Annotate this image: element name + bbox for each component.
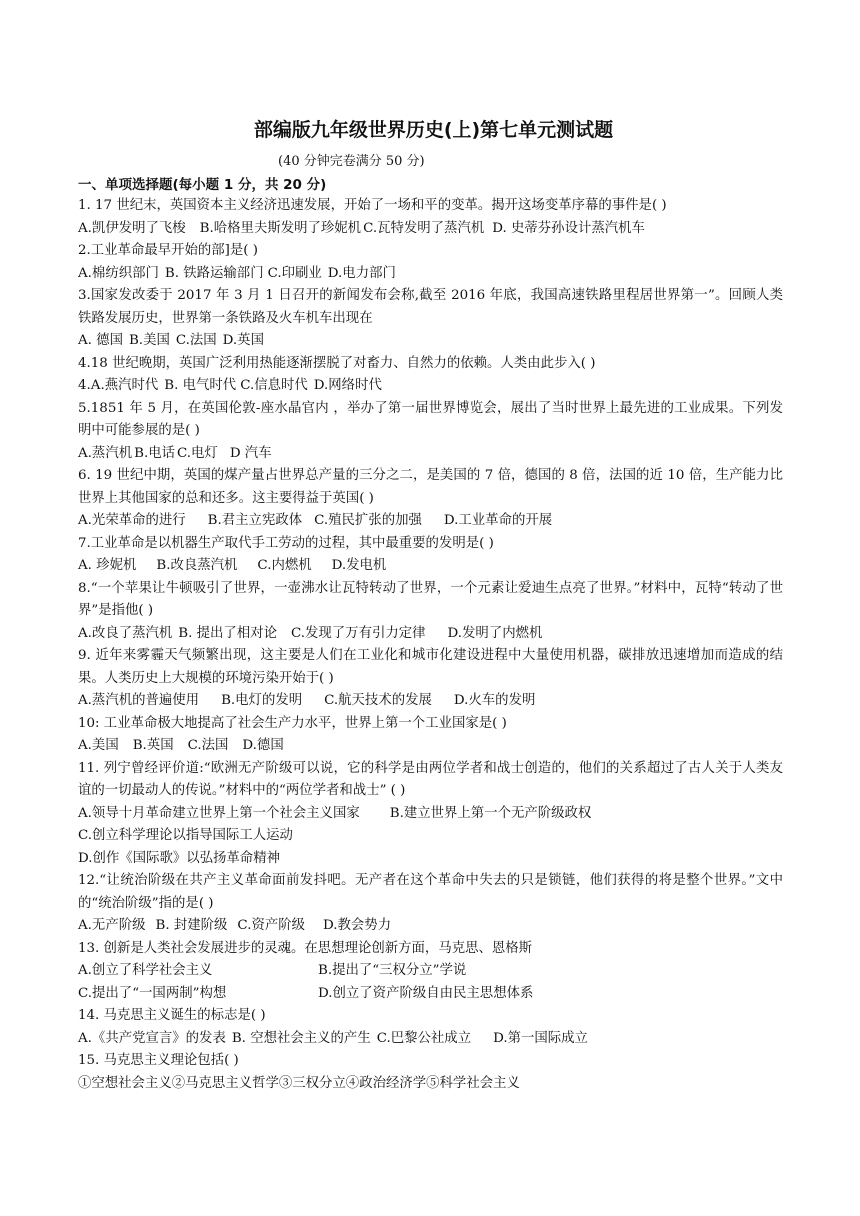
question-7-stem: 7.工业革命是以机器生产取代手工劳动的过程，其中最重要的发明是( ) [78,535,494,551]
question-12-stem: 12.“让统治阶级在共产主义革命面前发抖吧。无产者在这个革命中失去的只是锁链，他们获得的将是整个世界。”文中的“统治阶级”指的是( ) [78,873,783,911]
question-15-stem: 15. 马克思主义理论包括( ) [78,1053,239,1068]
option: A.蒸汽机的普遍使用 [78,693,200,708]
option: B.改良蒸汽机 [156,558,238,573]
option: A.凯伊发明了飞梭 [78,220,186,236]
section-heading: 一、单项选择题(每小题 1 分，共 20 分) [78,177,327,193]
question-13-options-row-1 [78,960,783,983]
page-title: 部编版九年级世界历史(上)第七单元测试题 [253,119,614,141]
option: A.创立了科学社会主义 [78,963,213,978]
question-8-stem: 8.“一个苹果让牛顿吸引了世界，一壶沸水让瓦特转动了世界，一个元素让爱迪生点亮了世界。”材料中，瓦特“转动了世界”是指他( ) [78,580,783,618]
option: A.棉纺织部门 [78,265,159,281]
option: C.巴黎公社成立 [376,1030,472,1046]
question-6-options [78,510,783,533]
option: D.网络时代 [313,378,382,393]
option: B. 铁路运输部门 [164,265,264,281]
question-11-stem: 11. 列宁曾经评价道:“欧洲无产阶级可以说，它的科学是由两位学者和战士创造的，他们的关系超过了古人关于人类友谊的一切最动人的传说。”材料中的“两位学者和战士” ( ) [78,760,783,798]
question-7-options [78,555,783,578]
question-13-options-row-2 [78,983,783,1006]
question-2-options [78,263,783,286]
option: A. 珍妮机 [78,558,137,573]
question-6-stem: 6. 19 世纪中期，英国的煤产量占世界总产量的三分之二，是美国的 7 倍，德国的 8 倍，法国的近 10 倍，生产能力比世界上其他国家的总和还多。这主要得益于英国( ) [78,468,783,506]
question-11-options-row-1 [78,803,783,826]
option: B.英国 [132,738,174,753]
option: B. 电气时代 [164,378,237,393]
question-8-options [78,623,783,646]
option: D.教会势力 [323,918,392,933]
question-4-stem: 4.18 世纪晚期，英国广泛利用热能逐渐摆脱了对畜力、自然力的依赖。人类由此步入( ) [78,355,596,371]
option: D.工业革命的开展 [443,513,553,528]
question-4-options [78,375,783,398]
question-1-options [78,218,783,241]
option: B.电灯的发明 [221,693,303,708]
question-1-stem: 1. 17 世纪末，英国资本主义经济迅速发展，开始了一场和平的变革。揭开这场变革序幕的事件是( ) [78,198,667,213]
option: D.发明了内燃机 [447,625,543,641]
option: 4.A.燕汽时代 [78,378,159,393]
option: D.火车的发明 [453,693,536,708]
question-10-options [78,735,783,758]
question-15-items: ①空想社会主义②马克思主义哲学③三权分立④政治经济学⑤科学社会主义 [78,1075,520,1091]
question-14-options [78,1028,783,1051]
option: D 汽车 [229,445,272,461]
option: C.内燃机 [257,558,312,573]
option: C.殖民扩张的加强 [314,513,422,528]
question-5-stem: 5.1851 年 5 月，在英国伦敦-座水晶官内 ，举办了第一届世界博览会，展出了当时世界上最先进的工业成果。下列发明中可能参展的是( ) [78,400,783,438]
option: B.提出了“三权分立”学说 [318,963,467,978]
question-11-option-d: D.创作《国际歌》以弘扬革命精神 [78,850,280,866]
question-12-options [78,915,783,938]
question-9-options [78,690,783,713]
option: C.信息时代 [240,378,308,393]
option: A.改良了蒸汽机 [78,625,173,641]
option: A.《共产党宣言》的发表 [78,1030,226,1046]
option: D.创立了资产阶级自由民主思想体系 [318,985,534,1001]
option: A.美国 [78,738,119,753]
option: B. 封建阶级 [155,918,228,933]
option: C.法国 [187,738,229,753]
option: D.德国 [242,738,284,753]
option: B.电话 [134,445,175,461]
option: A.蒸汽机 [78,445,133,461]
option: A.无产阶级 [78,918,146,933]
option: D.发电机 [331,558,387,573]
option: C.电灯 [177,445,218,461]
option: A.领导十月革命建立世界上第一个社会主义国家 [78,805,360,821]
option: C.印刷业 [267,265,322,281]
question-5-options [78,443,783,466]
question-10-stem: 10: 工业革命极大地提高了社会生产力水平，世界上第一个工业国家是( ) [78,715,507,731]
option: C.法国 [175,333,217,348]
option: B. 空想社会主义的产生 [231,1030,371,1046]
option: D. 史蒂芬孙设计蒸汽机车 [492,220,645,236]
option: D.英国 [222,333,264,348]
question-2-stem: 2.工业革命最早开始的部]是( ) [78,243,259,258]
option: C.提出了“一国两制”构想 [78,985,227,1001]
question-11-option-c: C.创立科学理论以指导国际工人运动 [78,828,293,843]
page-subtitle: (40 分钟完卷满分 50 分) [278,154,425,169]
option: B.建立世界上第一个无产阶级政权 [389,805,592,821]
option: B.哈格里夫斯发明了珍妮机 [199,220,362,236]
question-3-options [78,330,783,353]
option: C.发现了万有引力定律 [290,625,426,641]
option: A. 德国 [78,333,123,348]
option: B.美国 [128,333,170,348]
option: B. 提出了相对论 [178,625,277,641]
option: C.瓦特发明了蒸汽机 [363,220,485,236]
option: C.资产阶级 [237,918,306,933]
option: B.君主立宪政体 [207,513,303,528]
question-13-stem: 13. 创新是人类社会发展进步的灵魂。在思想理论创新方面，马克思、恩格斯 [78,940,533,956]
option: A.光荣革命的进行 [78,513,186,528]
question-9-stem: 9. 近年来雾霾天气频繁出现，这主要是人们在工业化和城市化建设进程中大量使用机器，碳排放迅速增加而造成的结果。人类历史上大规模的环境污染开始于( ) [78,648,783,686]
document-page [78,115,783,1095]
question-3-stem: 3.国家发改委于 2017 年 3 月 1 日召开的新闻发布会称,截至 2016 年底，我国高速铁路里程居世界第一”。回顾人类铁路发展历史，世界第一条铁路及火车机车出现在 [78,288,783,326]
question-14-stem: 14. 马克思主义诞生的标志是( ) [78,1008,266,1023]
option: D.电力部门 [327,265,396,281]
option: D.第一国际成立 [493,1030,588,1046]
option: C.航天技术的发展 [324,693,432,708]
